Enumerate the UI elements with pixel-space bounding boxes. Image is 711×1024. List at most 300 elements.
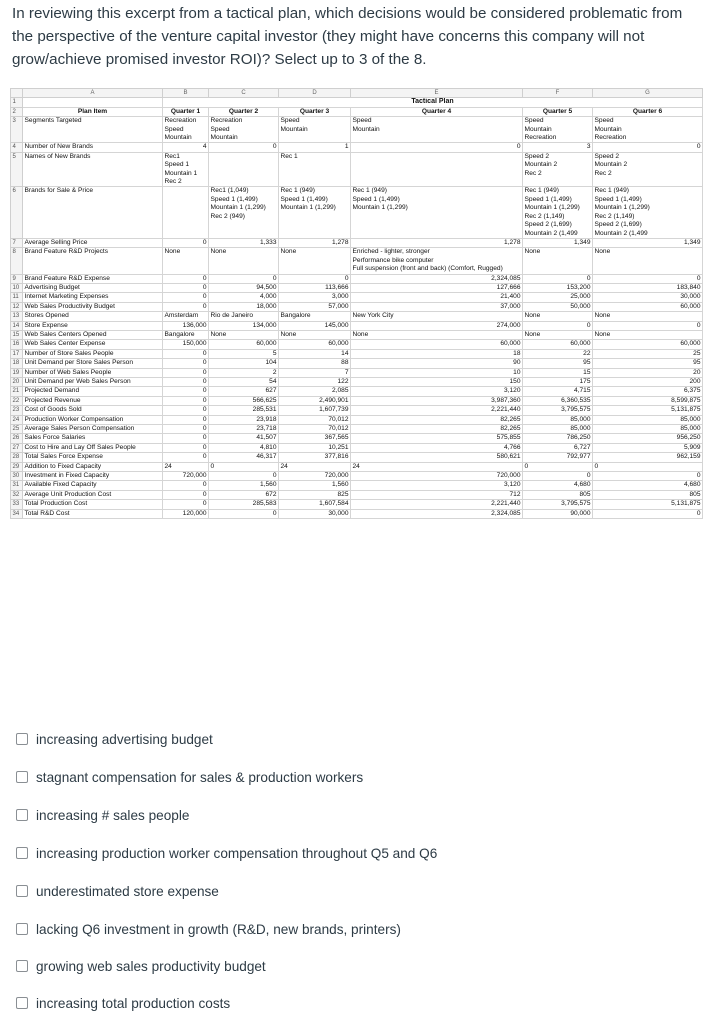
table-cell: 23,718 <box>209 425 279 434</box>
table-cell: Quarter 3 <box>279 107 351 116</box>
row-label-cell: Plan Item <box>23 107 163 116</box>
table-cell: 3,987,360 <box>351 396 523 405</box>
table-cell: 0 <box>163 274 209 283</box>
table-cell: 88 <box>279 359 351 368</box>
table-cell: 3,120 <box>351 387 523 396</box>
table-row <box>11 248 703 274</box>
answer-option[interactable] <box>16 880 219 902</box>
table-cell: 0 <box>163 293 209 302</box>
table-cell: Quarter 4 <box>351 107 523 116</box>
table-cell: 0 <box>209 509 279 518</box>
table-row <box>11 359 703 368</box>
row-number: 19 <box>11 368 23 377</box>
table-cell: Recreation Speed Mountain <box>163 117 209 143</box>
table-cell: 5,909 <box>593 443 703 452</box>
table-cell: 95 <box>523 359 593 368</box>
row-number: 34 <box>11 509 23 518</box>
table-cell: 0 <box>163 425 209 434</box>
answer-option-label: increasing advertising budget <box>36 731 213 747</box>
table-cell: 0 <box>163 349 209 358</box>
answer-checkbox[interactable] <box>16 923 28 935</box>
table-cell: 274,000 <box>351 321 523 330</box>
table-row <box>11 143 703 152</box>
table-cell: 145,000 <box>279 321 351 330</box>
table-cell: 1,607,739 <box>279 406 351 415</box>
table-cell: Speed 2 Mountain 2 Rec 2 <box>593 152 703 187</box>
table-cell: 3,000 <box>279 293 351 302</box>
table-cell: 6,375 <box>593 387 703 396</box>
row-label-cell: Brands for Sale & Price <box>23 187 163 238</box>
answer-option-label: lacking Q6 investment in growth (R&D, new brands, printers) <box>36 921 401 937</box>
table-cell: 0 <box>163 443 209 452</box>
row-label-cell: Number of Web Sales People <box>23 368 163 377</box>
table-row <box>11 321 703 330</box>
row-number: 24 <box>11 415 23 424</box>
table-row <box>11 490 703 499</box>
table-cell: 2,221,440 <box>351 500 523 509</box>
table-cell: None <box>593 248 703 274</box>
table-cell: 0 <box>163 302 209 311</box>
table-row <box>11 107 703 116</box>
table-cell: None <box>351 330 523 339</box>
table-cell: 0 <box>593 462 703 471</box>
column-letter: C <box>209 89 279 98</box>
row-label-cell: Sales Force Salaries <box>23 434 163 443</box>
table-row <box>11 349 703 358</box>
table-cell: 0 <box>163 368 209 377</box>
table-cell: Rec 1 (949) Speed 1 (1,499) Mountain 1 (1,299) Rec 2 (1,149) Speed 2 (1,699) Mountain 2 (1,499 <box>593 187 703 238</box>
table-cell: None <box>593 330 703 339</box>
table-cell: 136,000 <box>163 321 209 330</box>
table-cell: 962,159 <box>593 453 703 462</box>
table-cell: 23,918 <box>209 415 279 424</box>
table-cell: 2,221,440 <box>351 406 523 415</box>
table-cell: 30,000 <box>279 509 351 518</box>
table-cell: 18,000 <box>209 302 279 311</box>
table-cell: Amsterdam <box>163 312 209 321</box>
table-cell: 104 <box>209 359 279 368</box>
table-cell: 82,265 <box>351 425 523 434</box>
table-cell: 3,120 <box>351 481 523 490</box>
answer-checkbox[interactable] <box>16 960 28 972</box>
table-cell: 60,000 <box>593 340 703 349</box>
table-cell: 54 <box>209 378 279 387</box>
table-cell: Recreation Speed Mountain <box>209 117 279 143</box>
table-cell: 2,085 <box>279 387 351 396</box>
table-cell: 1,278 <box>279 238 351 247</box>
table-row <box>11 434 703 443</box>
table-cell: 24 <box>279 462 351 471</box>
table-row <box>11 274 703 283</box>
table-cell: 627 <box>209 387 279 396</box>
answer-option[interactable] <box>16 728 213 750</box>
answer-option-label: underestimated store expense <box>36 883 219 899</box>
table-cell: 0 <box>209 462 279 471</box>
table-cell: 20 <box>593 368 703 377</box>
table-cell: Bangalore <box>163 330 209 339</box>
row-number: 6 <box>11 187 23 238</box>
answer-checkbox[interactable] <box>16 997 28 1009</box>
table-cell: 85,000 <box>523 425 593 434</box>
column-letter: F <box>523 89 593 98</box>
row-number: 31 <box>11 481 23 490</box>
row-number: 12 <box>11 302 23 311</box>
table-cell: 2 <box>209 368 279 377</box>
table-cell: None <box>279 248 351 274</box>
table-cell: 175 <box>523 378 593 387</box>
table-cell: 24 <box>351 462 523 471</box>
table-cell: 0 <box>163 238 209 247</box>
answer-checkbox[interactable] <box>16 733 28 745</box>
column-letter: E <box>351 89 523 98</box>
table-cell: 0 <box>209 472 279 481</box>
row-label-cell: Web Sales Center Expense <box>23 340 163 349</box>
table-cell: 37,000 <box>351 302 523 311</box>
table-row <box>11 340 703 349</box>
table-cell: Speed Mountain Recreation <box>593 117 703 143</box>
table-row <box>11 312 703 321</box>
table-cell <box>351 152 523 187</box>
row-label-cell: Projected Demand <box>23 387 163 396</box>
row-label-cell: Total Sales Force Expense <box>23 453 163 462</box>
row-number: 29 <box>11 462 23 471</box>
row-number: 2 <box>11 107 23 116</box>
answer-checkbox[interactable] <box>16 885 28 897</box>
table-cell: 60,000 <box>279 340 351 349</box>
table-cell: 0 <box>163 406 209 415</box>
table-row <box>11 293 703 302</box>
table-cell: 575,855 <box>351 434 523 443</box>
answer-option[interactable] <box>16 992 230 1014</box>
table-cell: 153,200 <box>523 283 593 292</box>
table-cell: 120,000 <box>163 509 209 518</box>
table-cell: 8,599,875 <box>593 396 703 405</box>
table-cell: 805 <box>593 490 703 499</box>
table-row <box>11 387 703 396</box>
table-cell: 134,000 <box>209 321 279 330</box>
column-letter: D <box>279 89 351 98</box>
table-cell: 3 <box>523 143 593 152</box>
table-cell: 10 <box>351 368 523 377</box>
row-number: 18 <box>11 359 23 368</box>
table-cell: 4,680 <box>593 481 703 490</box>
answer-checkbox[interactable] <box>16 771 28 783</box>
table-row <box>11 472 703 481</box>
table-cell: 60,000 <box>209 340 279 349</box>
table-cell: 720,000 <box>163 472 209 481</box>
table-cell: 0 <box>209 274 279 283</box>
table-cell: Quarter 2 <box>209 107 279 116</box>
table-cell: 85,000 <box>593 415 703 424</box>
table-row <box>11 117 703 143</box>
table-cell: 24 <box>163 462 209 471</box>
table-cell: 85,000 <box>523 415 593 424</box>
table-row <box>11 406 703 415</box>
table-cell: 122 <box>279 378 351 387</box>
table-cell: None <box>523 248 593 274</box>
table-cell: 4,680 <box>523 481 593 490</box>
table-cell: 1,349 <box>523 238 593 247</box>
answer-option[interactable] <box>16 766 363 788</box>
table-cell: 0 <box>163 387 209 396</box>
table-cell: 0 <box>593 509 703 518</box>
row-label-cell: Number of Store Sales People <box>23 349 163 358</box>
table-row <box>11 378 703 387</box>
table-cell: 46,317 <box>209 453 279 462</box>
table-cell: 0 <box>593 143 703 152</box>
row-label-cell: Unit Demand per Store Sales Person <box>23 359 163 368</box>
table-cell: 0 <box>279 274 351 283</box>
table-cell: Speed 2 Mountain 2 Rec 2 <box>523 152 593 187</box>
row-number: 4 <box>11 143 23 152</box>
table-cell: 720,000 <box>351 472 523 481</box>
row-number: 8 <box>11 248 23 274</box>
row-label-cell: Total R&D Cost <box>23 509 163 518</box>
table-cell: 0 <box>593 274 703 283</box>
row-label-cell: Addition to Fixed Capacity <box>23 462 163 471</box>
table-cell: Rec 1 <box>279 152 351 187</box>
table-cell: 792,977 <box>523 453 593 462</box>
table-cell: 7 <box>279 368 351 377</box>
answer-checkbox[interactable] <box>16 847 28 859</box>
table-cell: 5 <box>209 349 279 358</box>
table-cell: 566,625 <box>209 396 279 405</box>
table-cell: 4,000 <box>209 293 279 302</box>
row-label-cell <box>23 98 163 107</box>
table-cell: Rec 1 (949) Speed 1 (1,499) Mountain 1 (1,299) <box>351 187 523 238</box>
row-label-cell: Store Expense <box>23 321 163 330</box>
row-label-cell: Names of New Brands <box>23 152 163 187</box>
table-cell: Quarter 6 <box>593 107 703 116</box>
row-label-cell: Available Fixed Capacity <box>23 481 163 490</box>
table-cell: 4 <box>163 143 209 152</box>
row-number: 32 <box>11 490 23 499</box>
table-cell: 200 <box>593 378 703 387</box>
table-cell: 6,360,535 <box>523 396 593 405</box>
row-label-cell: Projected Revenue <box>23 396 163 405</box>
table-cell: 22 <box>523 349 593 358</box>
row-number: 14 <box>11 321 23 330</box>
row-label-cell: Cost to Hire and Lay Off Sales People <box>23 443 163 452</box>
row-label-cell: Number of New Brands <box>23 143 163 152</box>
table-cell: 70,012 <box>279 415 351 424</box>
table-cell: 0 <box>593 321 703 330</box>
corner-cell <box>11 89 23 98</box>
table-cell: None <box>523 312 593 321</box>
table-cell: 18 <box>351 349 523 358</box>
table-cell: 1,278 <box>351 238 523 247</box>
table-cell: 150,000 <box>163 340 209 349</box>
answer-option[interactable] <box>16 804 189 826</box>
table-row <box>11 238 703 247</box>
answer-checkbox[interactable] <box>16 809 28 821</box>
table-row <box>11 396 703 405</box>
table-row <box>11 425 703 434</box>
table-cell: Rec1 Speed 1 Mountain 1 Rec 2 <box>163 152 209 187</box>
row-label-cell: Cost of Goods Sold <box>23 406 163 415</box>
table-cell: 712 <box>351 490 523 499</box>
table-cell: 1,349 <box>593 238 703 247</box>
table-cell: 4,715 <box>523 387 593 396</box>
table-cell: 825 <box>279 490 351 499</box>
table-cell: 6,727 <box>523 443 593 452</box>
row-label-cell: Average Selling Price <box>23 238 163 247</box>
table-cell: 0 <box>523 274 593 283</box>
table-cell: 0 <box>163 434 209 443</box>
answer-option-label: stagnant compensation for sales & production workers <box>36 769 364 785</box>
table-cell: 1,333 <box>209 238 279 247</box>
table-cell: None <box>523 330 593 339</box>
table-cell: None <box>593 312 703 321</box>
table-cell: 0 <box>163 481 209 490</box>
table-cell: 720,000 <box>279 472 351 481</box>
row-number: 1 <box>11 98 23 107</box>
tactical-plan-table <box>10 88 703 519</box>
table-cell: 14 <box>279 349 351 358</box>
column-letter: G <box>593 89 703 98</box>
table-cell: Rec1 (1,049) Speed 1 (1,499) Mountain 1 (1,299) Rec 2 (949) <box>209 187 279 238</box>
answer-option[interactable] <box>16 955 266 977</box>
answer-option[interactable] <box>16 842 437 864</box>
table-row <box>11 152 703 187</box>
table-cell: 30,000 <box>593 293 703 302</box>
table-cell: Speed Mountain Recreation <box>523 117 593 143</box>
table-cell: 805 <box>523 490 593 499</box>
table-cell: 0 <box>593 472 703 481</box>
table-cell: 85,000 <box>593 425 703 434</box>
row-number: 23 <box>11 406 23 415</box>
row-label-cell: Internet Marketing Expenses <box>23 293 163 302</box>
row-label-cell: Stores Opened <box>23 312 163 321</box>
table-cell <box>209 152 279 187</box>
table-cell: None <box>209 330 279 339</box>
table-cell: 0 <box>163 490 209 499</box>
row-number: 20 <box>11 378 23 387</box>
column-header-row <box>11 89 703 98</box>
row-number: 5 <box>11 152 23 187</box>
row-label-cell: Investment in Fixed Capacity <box>23 472 163 481</box>
answer-option-label: increasing # sales people <box>36 807 190 823</box>
row-number: 9 <box>11 274 23 283</box>
table-cell: 0 <box>523 462 593 471</box>
table-cell: 82,265 <box>351 415 523 424</box>
table-row <box>11 415 703 424</box>
table-cell: 0 <box>163 415 209 424</box>
table-cell: 4,766 <box>351 443 523 452</box>
answer-option[interactable] <box>16 918 401 940</box>
table-cell: 377,816 <box>279 453 351 462</box>
answer-option-label: increasing production worker compensation throughout Q5 and Q6 <box>36 845 438 861</box>
row-number: 27 <box>11 443 23 452</box>
table-cell: Speed Mountain <box>279 117 351 143</box>
row-number: 25 <box>11 425 23 434</box>
row-label-cell: Brand Feature R&D Expense <box>23 274 163 283</box>
table-cell: 90,000 <box>523 509 593 518</box>
row-number: 22 <box>11 396 23 405</box>
table-cell: 1,607,584 <box>279 500 351 509</box>
row-label-cell: Total Production Cost <box>23 500 163 509</box>
table-cell: 50,000 <box>523 302 593 311</box>
table-cell: 57,000 <box>279 302 351 311</box>
table-cell: 113,666 <box>279 283 351 292</box>
row-number: 33 <box>11 500 23 509</box>
table-cell: 367,565 <box>279 434 351 443</box>
table-cell: 956,250 <box>593 434 703 443</box>
table-cell: 2,490,901 <box>279 396 351 405</box>
table-cell: 285,531 <box>209 406 279 415</box>
table-cell: 60,000 <box>523 340 593 349</box>
row-number: 16 <box>11 340 23 349</box>
table-cell: 0 <box>209 143 279 152</box>
table-cell: 1 <box>279 143 351 152</box>
table-cell: None <box>163 248 209 274</box>
table-row <box>11 443 703 452</box>
table-cell: 183,840 <box>593 283 703 292</box>
table-cell: 0 <box>163 453 209 462</box>
row-number: 3 <box>11 117 23 143</box>
table-cell: 5,131,875 <box>593 500 703 509</box>
table-row <box>11 187 703 238</box>
table-row <box>11 283 703 292</box>
table-cell: None <box>279 330 351 339</box>
row-label-cell: Unit Demand per Web Sales Person <box>23 378 163 387</box>
table-cell: 21,400 <box>351 293 523 302</box>
table-cell: Bangalore <box>279 312 351 321</box>
table-cell: 285,583 <box>209 500 279 509</box>
table-cell: 0 <box>163 283 209 292</box>
table-row <box>11 368 703 377</box>
row-number: 13 <box>11 312 23 321</box>
table-cell: 0 <box>163 396 209 405</box>
row-number: 7 <box>11 238 23 247</box>
table-cell: 0 <box>163 500 209 509</box>
table-cell: 5,131,875 <box>593 406 703 415</box>
row-number: 10 <box>11 283 23 292</box>
table-cell: 90 <box>351 359 523 368</box>
row-label-cell: Production Worker Compensation <box>23 415 163 424</box>
table-cell: 10,251 <box>279 443 351 452</box>
row-label-cell: Segments Targeted <box>23 117 163 143</box>
row-label-cell: Average Sales Person Compensation <box>23 425 163 434</box>
row-label-cell: Web Sales Centers Opened <box>23 330 163 339</box>
table-cell: Quarter 1 <box>163 107 209 116</box>
table-cell <box>163 187 209 238</box>
table-cell: 3,795,575 <box>523 500 593 509</box>
table-cell: 95 <box>593 359 703 368</box>
table-cell: Rec 1 (949) Speed 1 (1,499) Mountain 1 (1,299) Rec 2 (1,149) Speed 2 (1,699) Mountain 2 (1,499 <box>523 187 593 238</box>
table-row <box>11 330 703 339</box>
table-cell: 0 <box>523 321 593 330</box>
table-cell: Tactical Plan <box>163 98 703 107</box>
table-cell: Rec 1 (949) Speed 1 (1,499) Mountain 1 (1,299) <box>279 187 351 238</box>
table-row <box>11 509 703 518</box>
table-cell: Quarter 5 <box>523 107 593 116</box>
table-cell: 786,250 <box>523 434 593 443</box>
table-cell: 0 <box>523 472 593 481</box>
table-cell: 127,666 <box>351 283 523 292</box>
table-row <box>11 481 703 490</box>
row-number: 28 <box>11 453 23 462</box>
table-row <box>11 462 703 471</box>
answer-option-label: increasing total production costs <box>36 995 231 1011</box>
row-number: 17 <box>11 349 23 358</box>
table-cell: 0 <box>351 143 523 152</box>
table-cell: 0 <box>163 359 209 368</box>
table-cell: 70,012 <box>279 425 351 434</box>
row-number: 11 <box>11 293 23 302</box>
table-cell: 0 <box>163 378 209 387</box>
row-number: 26 <box>11 434 23 443</box>
